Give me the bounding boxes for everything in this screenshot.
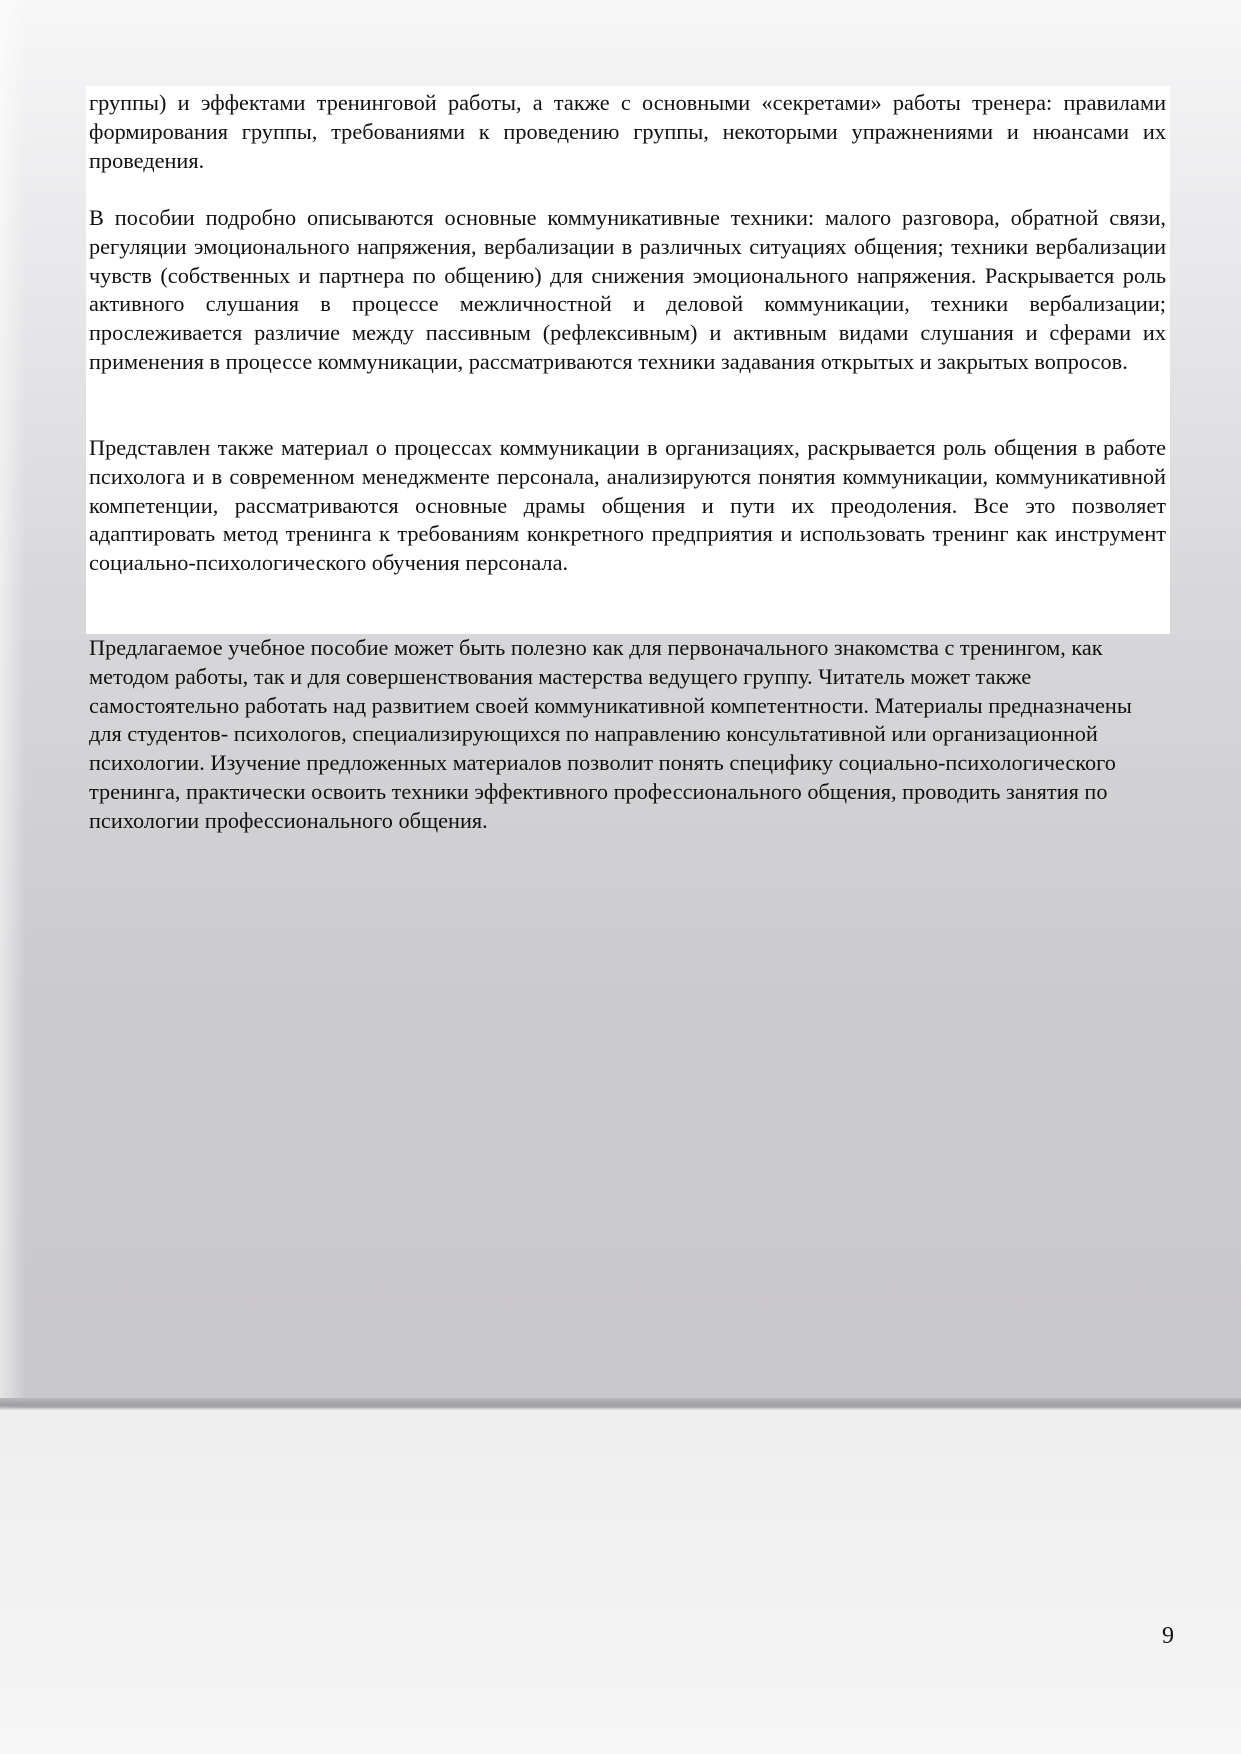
paragraph-3: Представлен также материал о процессах коммуникации в организациях, раскрывается роль общения в работе психолога и в современном менеджменте персонала, анализируются понятия коммуникации, коммуникативной компетенции, рассматриваются основные драмы общения и пути их преодоления. Все это позволяет адаптировать метод тренинга к требованиям конкретного предприятия и использовать тренинг как инструмент социально-психологического обучения персонала. (89, 435, 1166, 576)
paragraph-4: Предлагаемое учебное пособие может быть полезно как для первоначального знакомства с тренингом, как методом работы, так и для совершенствования мастерства ведущего группу. Читатель может также самостоятельно работать над развитием своей коммуникативной компетентности. Материалы предназначены для студентов- психологов, специализирующихся по направлению консультативной или организационной психологии. Изучение предложенных материалов позволит понять специфику социально-психологического тренинга, практически освоить техники эффективного профессионального общения, проводить занятия по психологии профессионального общения. (89, 635, 1132, 833)
page-number: 9 (1162, 1623, 1174, 1649)
paragraph-1: группы) и эффектами тренинговой работы, а также с основными «секретами» работы тренера: правилами формирования группы, требованиями к проведению группы, некоторыми упражнениями и нюансами их проведения. (89, 90, 1166, 173)
paragraph-2: В пособии подробно описываются основные коммуникативные техники: малого разговора, обратной связи, регуляции эмоционального напряжения, вербализации в различных ситуациях общения; техники вербализации чувств (собственных и партнера по общению) для снижения эмоционального напряжения. Раскрывается роль активного слушания в процессе межличностной и деловой коммуникации, техники вербализации; прослеживается различие между пассивным (рефлексивным) и активным видами слушания и сферами их применения в процессе коммуникации, рассматриваются техники задавания открытых и закрытых вопросов. (89, 205, 1166, 374)
page-shadow-edge (0, 1398, 1241, 1410)
